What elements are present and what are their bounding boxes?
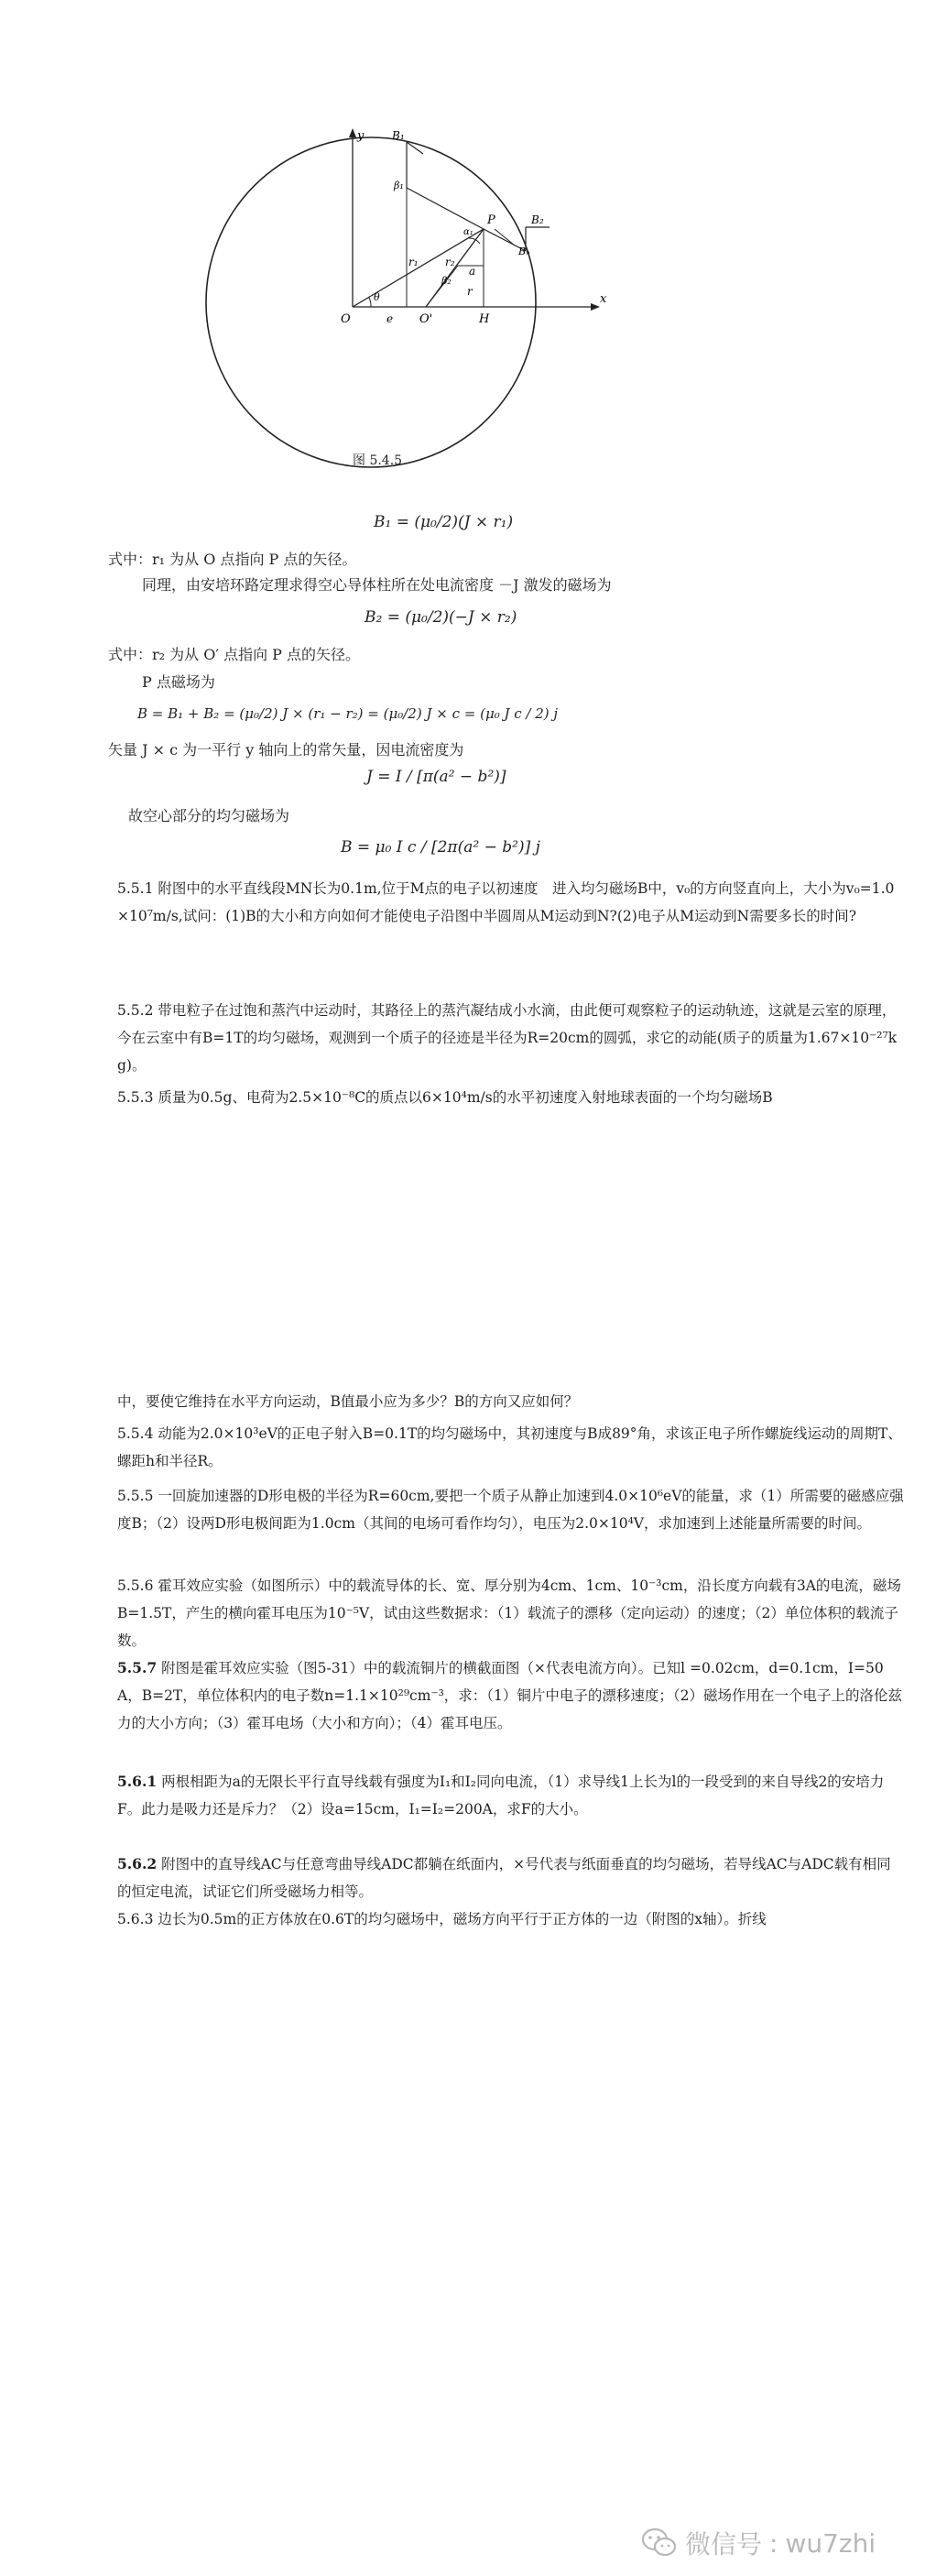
figure-caption: 图 5.4.5 [353,453,403,468]
label-origin: O [341,312,351,326]
problem-5-5-2: 5.5.2 带电粒子在过饱和蒸汽中运动时，其路径上的蒸汽凝结成小水滴，由此便可观察粒子的运动轨迹，这就是云室的原理，今在云室中有B=1T的均匀磁场，观测到一个质子的径迹是半径为R=20cm的圆弧，求它的动能(质子的质量为1.67×10⁻²⁷kg)。 [117,1002,898,1074]
derivation-line-2: 同理，由安培环路定理求得空心导体柱所在处电流密度 －J 激发的磁场为 [142,576,612,594]
wechat-label: 微信号 [685,2529,763,2560]
problem-5-5-4: 5.5.4 动能为2.0×10³eV的正电子射入B=0.1T的均匀磁场中，其初速度与B成89°角，求该正电子所作螺旋线运动的周期T、螺距h和半径R。 [117,1425,902,1469]
bn-line [495,229,515,246]
y-axis-arrow [349,128,356,137]
equation-j: J = I / [π(a² − b²)] [366,768,506,786]
equation-b1: B₁ = (μ₀/2)(J × r₁) [374,513,514,531]
problem-5-6-3: 5.6.3 边长为0.5m的正方体放在0.6T的均匀磁场中，磁场方向平行于正方体的一边（附图的x轴）。折线 [117,1911,767,1927]
label-beta2: β₂ [441,275,452,287]
derivation-line-4: P 点磁场为 [142,673,215,691]
problem-5-5-3-part-b: 中，要使它维持在水平方向运动，B值最小应为多少？B的方向又应如何？ [117,1393,579,1410]
problem-5-5-5: 5.5.5 一回旋加速器的D形电极的半径为R=60cm,要把一个质子从静止加速到4.0×10⁶eV的能量，求（1）所需要的磁感应强度B；（2）设两D形电极间距为1.0cm（其间的电场可看作均匀），电压为2.0×10⁴V，求加速到上述能量所需要的时间。 [117,1488,904,1532]
label-r: r [467,285,473,298]
derivation-line-1: 式中：r₁ 为从 O 点指向 P 点的矢径。 [108,551,357,568]
problem-5-6-2-number: 5.6.2 [117,1855,158,1872]
wechat-id: wu7zhi [785,2527,876,2559]
problem-5-5-7-number: 5.5.7 [117,1659,158,1676]
label-theta: θ [374,291,380,303]
problem-5-6-1-number: 5.6.1 [117,1773,158,1790]
label-y: y [357,129,365,143]
label-bn: Bₙ [518,246,530,257]
label-b1: B₁ [392,129,405,142]
label-h: H [479,312,490,326]
label-beta1: β₁ [394,180,404,191]
label-x: x [600,292,607,306]
wechat-separator: : [769,2527,778,2559]
wechat-watermark [641,2525,876,2561]
label-b2: B₂ [531,213,544,226]
b1-vector [407,188,484,229]
equation-b-total: B = B₁ + B₂ = (μ₀/2) J × (r₁ − r₂) = (μ₀/2) J × c = (μ₀ J c / 2) j [137,705,559,722]
problem-5-6-1-text: 两根相距为a的无限长平行直导线载有强度为I₁和I₂同向电流，（1）求导线1上长为l的一段受到的来自导线2的安培力F。此力是吸力还是斥力？（2）设a=15cm，I₁=I₂=200A，求F的大小。 [117,1774,885,1817]
label-o-prime: O' [419,312,433,326]
problem-5-5-6: 5.5.6 霍耳效应实验（如图所示）中的载流导体的长、宽、厚分别为4cm、1cm、10⁻³cm，沿长度方向载有3A的电流，磁场B=1.5T，产生的横向霍耳电压为10⁻⁵V，试由这些数据求：（1）载流子的漂移（定向运动）的速度；（2）单位体积的载流子数。 [117,1577,901,1649]
problem-5-6-1 [117,1768,905,1823]
equation-b-uniform: B = μ₀ I c / [2π(a² − b²)] j [341,838,540,857]
problem-5-5-1: 5.5.1 附图中的水平直线段MN长为0.1m,位于M点的电子以初速度 进入均匀磁场B中，v₀的方向竖直向上，大小为v₀=1.0×10⁷m/s,试问：(1)B的大小和方向如何才能使电子沿图中半圆周从M运动到N?(2)电子从M运动到N需要多长的时间? [117,880,895,924]
figure-5-4-5 [183,128,641,476]
problem-5-5-7-text: 附图是霍耳效应实验（图5-31）中的载流铜片的横截面图（×代表电流方向）。已知l =0.02cm，d=0.1cm，I=50A，B=2T，单位体积内的电子数n=1.1×10²⁹cm⁻³，求：（1）铜片中电子的漂移速度；（2）磁场作用在一个电子上的洛伦兹力的大小方向；（3）霍耳电场（大小和方向）；（4）霍耳电压。 [117,1660,903,1731]
label-alpha: α₁ [463,227,473,237]
label-p: P [487,213,495,227]
label-r2: r₂ [445,256,455,268]
theta-arc [369,298,371,307]
problem-5-5-3-part-a: 5.5.3 质量为0.5g、电荷为2.5×10⁻⁸C的质点以6×10⁴m/s的水平初速度入射地球表面的一个均匀磁场B [117,1089,773,1106]
derivation-line-6: 故空心部分的均匀磁场为 [128,807,290,824]
problem-5-6-2 [117,1850,905,1905]
problem-5-6-2-text: 附图中的直导线AC与任意弯曲导线ADC都躺在纸面内，×号代表与纸面垂直的均匀磁场，若导线AC与ADC载有相同的恒定电流，试证它们所受磁场力相等。 [117,1856,891,1900]
derivation-line-3: 式中：r₂ 为从 O′ 点指向 P 点的矢径。 [108,646,361,663]
derivation-line-5: 矢量 J × c 为一平行 y 轴向上的常矢量，因电流密度为 [108,741,464,759]
equation-b2: B₂ = (μ₀/2)(−J × r₂) [365,608,517,627]
label-e: e [386,312,394,325]
wechat-icon [641,2527,678,2559]
label-r1: r₁ [408,256,419,268]
x-axis-arrow [591,303,600,311]
problem-5-5-7 [117,1654,905,1737]
label-a: a [469,265,476,278]
